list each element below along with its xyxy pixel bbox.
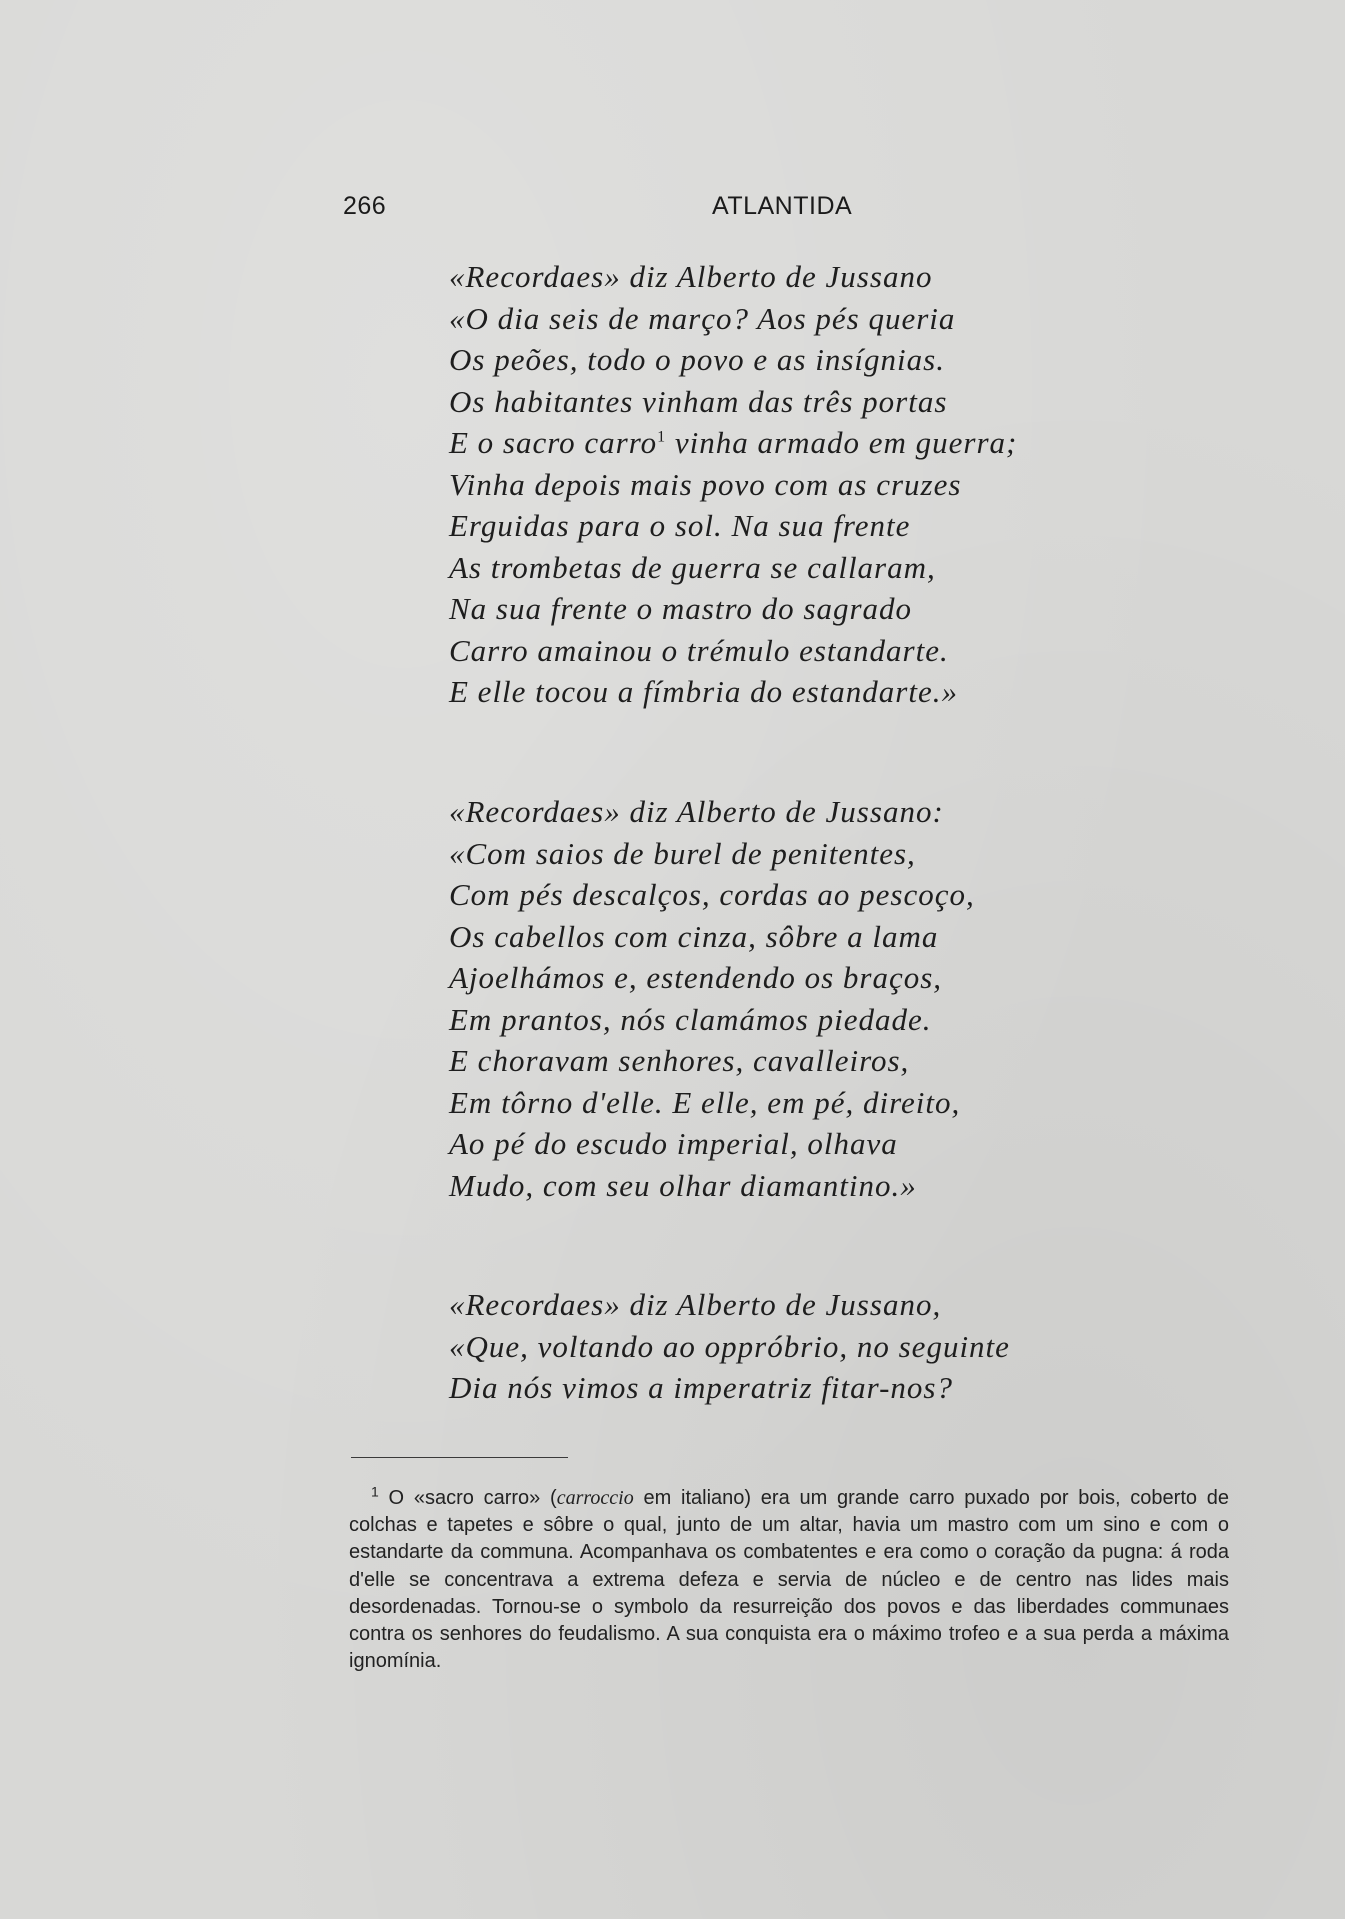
footnote-italic-term: carroccio [556,1487,634,1509]
verse-line: Carro amainou o trémulo estandarte. [449,632,949,668]
verse-line: Dia nós vimos a imperatriz fitar-nos? [449,1370,953,1405]
stanza-1 [449,256,1017,713]
verse-line: «Com saios de burel de penitentes, [449,835,916,871]
page-header [343,192,1003,228]
verse-line: As trombetas de guerra se callaram, [449,549,936,585]
verse-line: Ao pé do escudo imperial, olhava [449,1126,898,1161]
verse-line: Os habitantes vinham das três portas [449,383,948,419]
verse-line-text: vinha armado em guerra; [666,425,1018,460]
page-number: 266 [343,192,387,220]
verse-line: Os peões, todo o povo e as insígnias. [449,342,945,377]
stanza-3 [449,1284,1010,1409]
verse-line [449,422,1017,464]
verse-line: Os cabellos com cinza, sôbre a lama [449,918,939,954]
running-title: ATLANTIDA [712,192,853,220]
verse-line: Em prantos, nós clamámos piedade. [449,1001,932,1037]
verse-line: «O dia seis de março? Aos pés queria [449,300,956,336]
verse-line: Em tôrno d'elle. E elle, em pé, direito, [449,1084,961,1120]
verse-line: Vinha depois mais povo com as cruzes [449,466,962,502]
verse-line: Ajoelhámos e, estendendo os braços, [449,960,943,995]
footnote-divider [351,1457,568,1458]
footnote-text: em italiano) era um grande carro puxado por bois, coberto de colchas e tapetes e sôbre o qual, junto de um altar, havia um mastro com um sino e com o estandarte da communa. Acompanhava os combatentes e era como o coração da pugna: á roda d'elle se concentrava a extrema defeza e servia de núcleo e de centro nas lides mais desordenadas. Tornou-se o symbolo da resurreição dos povos e das liberdades communaes contra os senhores do feudalismo. A sua conquista era o máximo trofeo e a sua perda a máxima ignomínia. [349,1487,1229,1673]
verse-line: «Recordaes» diz Alberto de Jussano: [449,794,944,829]
verse-line: «Que, voltando ao oppróbrio, no seguinte [449,1328,1010,1364]
verse-line: Mudo, com seu olhar diamantino.» [449,1167,917,1203]
footnote-reference: 1 [657,428,667,446]
verse-line: E elle tocou a fímbria do estandarte.» [449,674,958,709]
footnote-marker: 1 [371,1483,379,1500]
stanza-2 [449,791,975,1206]
verse-line: «Recordaes» diz Alberto de Jussano, [449,1287,942,1322]
verse-line: «Recordaes» diz Alberto de Jussano [449,259,933,294]
footnote-lead: O «sacro carro» ( [378,1487,557,1509]
verse-line-text: E o sacro carro [449,425,658,460]
footnote [349,1485,1229,1675]
verse-line: Na sua frente o mastro do sagrado [449,591,913,626]
verse-line: Erguidas para o sol. Na sua frente [449,508,911,543]
verse-line: Com pés descalços, cordas ao pescoço, [449,877,975,912]
verse-line: E choravam senhores, cavalleiros, [449,1043,910,1078]
